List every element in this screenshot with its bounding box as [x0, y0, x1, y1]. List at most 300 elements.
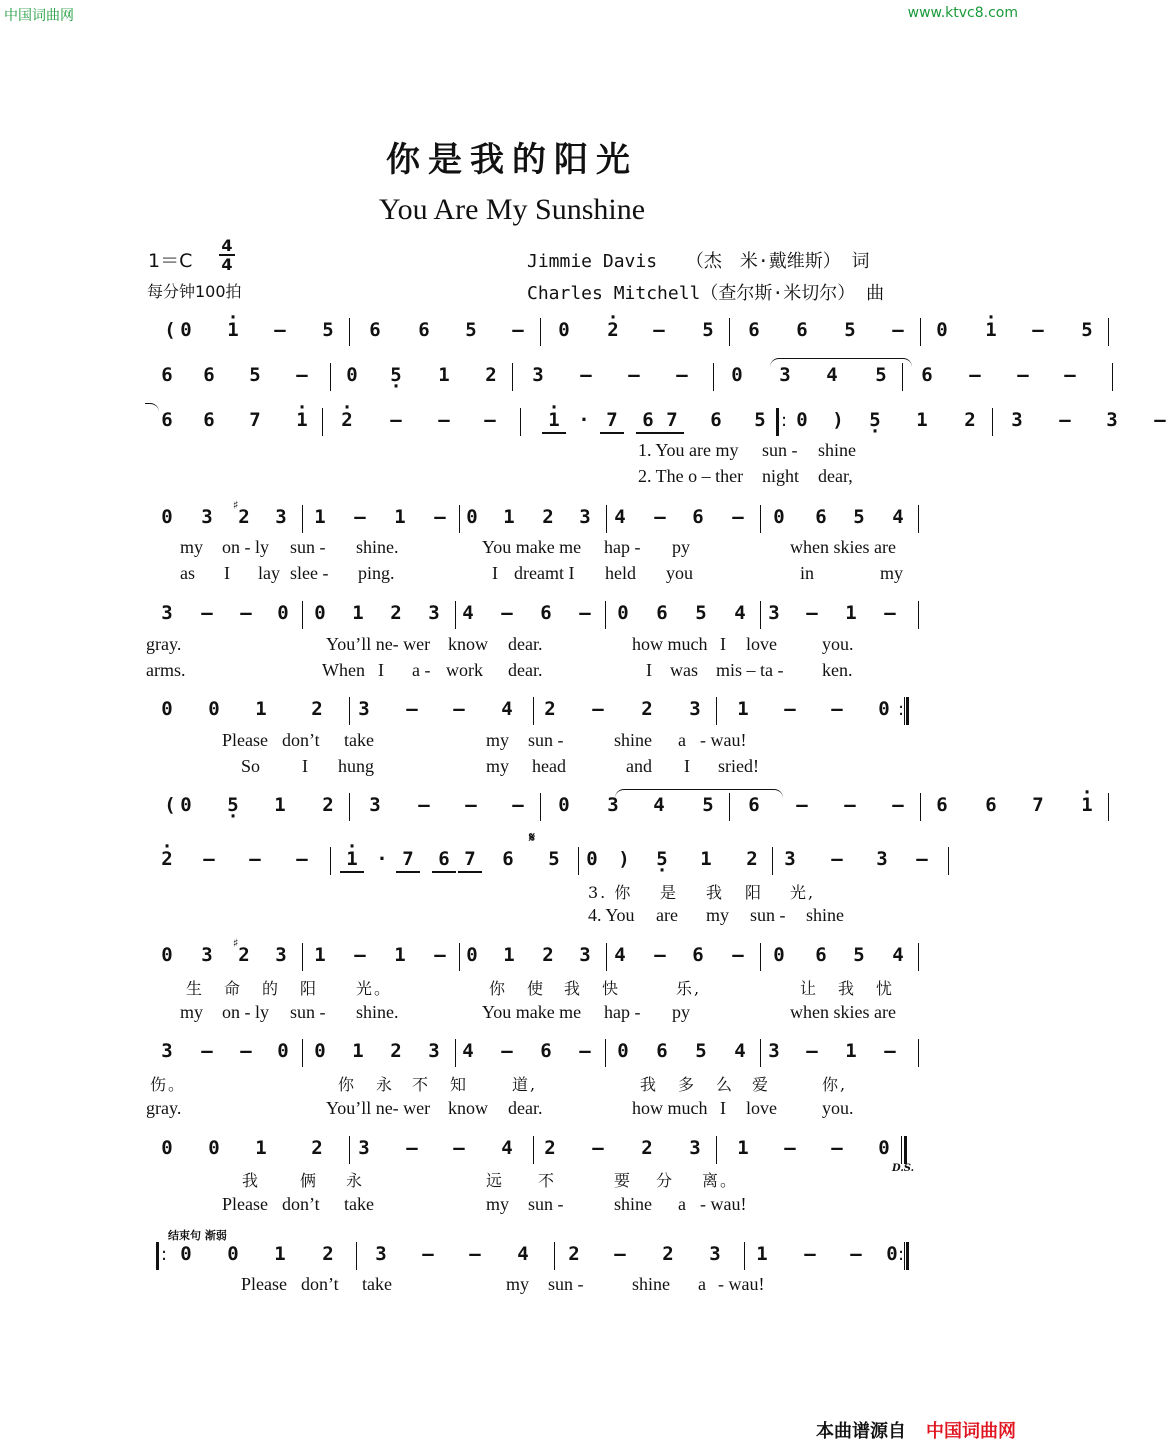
lyric-word: my	[486, 756, 510, 776]
note: 1	[503, 944, 515, 966]
note: 1	[845, 1040, 857, 1062]
note: 4	[501, 698, 513, 720]
lyric-word: 不	[412, 1075, 431, 1094]
lyric-word: Please	[222, 1194, 268, 1214]
note: 1	[255, 698, 267, 720]
note: 6	[203, 409, 215, 431]
note: 4	[734, 1040, 746, 1062]
note: 1	[352, 602, 364, 624]
note: 4	[653, 794, 665, 816]
bar-line	[902, 363, 903, 391]
lyric-word: dear.	[508, 1098, 543, 1118]
note: 3	[689, 1137, 701, 1159]
note: 3	[607, 794, 619, 816]
lyric-word: You make me	[482, 1002, 582, 1022]
lyric-word: my	[180, 1002, 204, 1022]
lyric-word: dear,	[818, 466, 853, 486]
composer-credit: Charles Mitchell（查尔斯·米切尔） 曲	[527, 283, 885, 304]
note: 0	[277, 602, 289, 624]
lyric-word: 离。	[702, 1171, 739, 1190]
note: 0	[180, 319, 192, 341]
note: 5	[322, 319, 334, 341]
lyric-word: ken.	[822, 660, 853, 680]
lyric-word: 伤。	[150, 1075, 187, 1094]
note: 6	[636, 408, 660, 434]
note: 4	[614, 944, 626, 966]
lyric-word: shine	[632, 1274, 670, 1294]
bar-line	[533, 697, 534, 725]
dash: –	[654, 944, 666, 966]
lyric-word: gray.	[146, 634, 182, 654]
time-sig-denominator: 4	[221, 255, 233, 274]
note: 3	[201, 944, 213, 966]
dash: –	[831, 848, 843, 870]
lyric-word: shine	[806, 905, 844, 925]
lyric-word: Please	[222, 730, 268, 750]
score-row	[150, 847, 928, 877]
note: 6	[502, 848, 514, 870]
note: 0	[878, 698, 890, 720]
lyric-word: shine	[614, 730, 652, 750]
note: 4	[462, 602, 474, 624]
note: 0	[314, 602, 326, 624]
bar-line	[918, 601, 919, 629]
bar-line	[540, 318, 541, 346]
note: 5	[465, 319, 477, 341]
dash: –	[916, 848, 928, 870]
lyric-word: ping.	[358, 563, 395, 583]
score-row	[150, 505, 910, 535]
note: 5	[702, 794, 714, 816]
lyric-word: my	[506, 1274, 530, 1294]
bar-line	[512, 363, 513, 391]
ending-label: 结束句 渐弱	[168, 1229, 227, 1242]
dash: –	[453, 698, 465, 720]
dash: –	[844, 794, 856, 816]
lyric-word: 3. 你	[588, 883, 633, 902]
lyric-word: lay	[258, 563, 280, 583]
lyric-word: 2. The o – ther	[638, 466, 744, 486]
lyric-word: I	[646, 660, 652, 680]
lyric-word: my	[706, 905, 730, 925]
lyric-word: held	[605, 563, 636, 583]
note: 0	[277, 1040, 289, 1062]
dash: –	[1032, 319, 1044, 341]
note: 5	[249, 364, 261, 386]
dash: –	[592, 1137, 604, 1159]
bar-line	[1112, 363, 1113, 391]
lyric-word: how much	[632, 634, 708, 654]
dash: –	[406, 698, 418, 720]
note: · 1	[1075, 793, 1099, 817]
lyric-line	[0, 1098, 1024, 1122]
lyric-word: 1. You are my	[638, 440, 739, 460]
lyric-word: 使	[527, 979, 546, 998]
lyric-word: 的	[262, 979, 281, 998]
tie-slur-continued	[145, 403, 159, 412]
lyric-word: and	[626, 756, 652, 776]
parenthesis: (	[164, 319, 176, 341]
note: 3	[779, 364, 791, 386]
lyric-word: 我	[640, 1075, 659, 1094]
dash: –	[892, 319, 904, 341]
score-row	[150, 363, 1076, 393]
lyric-word: take	[344, 1194, 374, 1214]
note: 6	[692, 506, 704, 528]
dash: –	[1154, 409, 1166, 431]
note: 6	[161, 364, 173, 386]
lyric-word: 快	[602, 979, 621, 998]
note: 3	[579, 506, 591, 528]
note: ♯ 2	[232, 943, 256, 967]
lyric-word: 忧	[876, 979, 895, 998]
lyric-word: You make me	[482, 537, 582, 557]
dash: –	[831, 1137, 843, 1159]
note: 2	[568, 1243, 580, 1265]
dash: –	[579, 1040, 591, 1062]
repeat-start	[776, 408, 786, 436]
bar-line	[918, 1039, 919, 1067]
lyric-word: don’t	[301, 1274, 339, 1294]
note: ·	[376, 848, 388, 870]
bar-line	[713, 363, 714, 391]
dash: –	[628, 364, 640, 386]
note: 3	[768, 1040, 780, 1062]
bar-line	[920, 318, 921, 346]
bar-line	[554, 1242, 555, 1270]
lyricist-credit: Jimmie Davis （杰 米·戴维斯） 词	[527, 251, 870, 272]
dash: –	[422, 1243, 434, 1265]
note: 0	[208, 698, 220, 720]
bar-line	[330, 847, 331, 875]
lyric-word: 我	[838, 979, 857, 998]
lyric-line	[0, 1168, 1024, 1192]
note: 2	[390, 602, 402, 624]
key-signature: 1＝C	[148, 250, 193, 272]
note: 2	[746, 848, 758, 870]
lyric-word: So	[241, 756, 261, 776]
lyric-word: mis – ta -	[716, 660, 784, 680]
bar-line	[349, 697, 350, 725]
dash: –	[201, 1040, 213, 1062]
note: 0	[558, 319, 570, 341]
dash: –	[512, 794, 524, 816]
note: 3	[369, 794, 381, 816]
note: 5	[702, 319, 714, 341]
lyric-word: are	[656, 905, 678, 925]
lyric-word: I	[720, 634, 726, 654]
note: 6	[656, 1040, 668, 1062]
note: 5 ·	[863, 408, 887, 432]
lyric-word: 道,	[512, 1075, 538, 1094]
note: 1	[394, 506, 406, 528]
bar-line	[760, 601, 761, 629]
note: 5 ·	[221, 793, 245, 817]
lyric-word: my	[880, 563, 904, 583]
note: 0	[796, 409, 808, 431]
note: 6	[692, 944, 704, 966]
note: 2	[641, 698, 653, 720]
note: 6	[418, 319, 430, 341]
note: 1	[916, 409, 928, 431]
bar-line	[729, 318, 730, 346]
bar-line	[349, 318, 350, 346]
bar-line	[716, 1136, 717, 1164]
lyric-word: 分	[656, 1171, 675, 1190]
lyric-word: py	[672, 1002, 690, 1022]
bar-line	[992, 408, 993, 436]
dash: –	[653, 319, 665, 341]
note: 0	[180, 1243, 192, 1265]
lyric-word: 你	[489, 979, 508, 998]
note: 1	[438, 364, 450, 386]
note: 6	[656, 602, 668, 624]
lyric-word: as	[180, 563, 195, 583]
bar-line	[760, 943, 761, 971]
lyric-word: You’ll ne- wer	[326, 634, 431, 654]
note: 6	[748, 794, 760, 816]
note: 2	[322, 794, 334, 816]
lyric-word: I	[302, 756, 308, 776]
bar-line	[605, 1039, 606, 1067]
dash: –	[592, 698, 604, 720]
lyric-word: sried!	[718, 756, 759, 776]
bar-line	[349, 1136, 350, 1164]
score-row	[150, 697, 910, 727]
time-sig-numerator: 4	[221, 236, 233, 255]
dash: –	[884, 1040, 896, 1062]
bar-line	[760, 1039, 761, 1067]
note: 2	[485, 364, 497, 386]
lyric-word: 远	[486, 1171, 505, 1190]
dash: –	[296, 848, 308, 870]
dash: –	[654, 506, 666, 528]
note: 3	[375, 1243, 387, 1265]
lyric-word: dear.	[508, 634, 543, 654]
lyric-word: py	[672, 537, 690, 557]
lyric-word: know	[448, 1098, 488, 1118]
note: 0	[161, 1137, 173, 1159]
bar-line	[606, 505, 607, 533]
note: 0	[773, 506, 785, 528]
dash: –	[501, 602, 513, 624]
lyric-word: 4. You	[588, 905, 635, 925]
note: 5 ·	[650, 847, 674, 871]
note: ·	[578, 409, 590, 431]
note: 0	[161, 506, 173, 528]
note: 1	[314, 506, 326, 528]
footer-site-link[interactable]: 中国词曲网	[926, 1421, 1016, 1442]
bar-line	[578, 847, 579, 875]
note: 6	[748, 319, 760, 341]
lyric-word: don’t	[282, 1194, 320, 1214]
note: 0	[886, 1243, 898, 1265]
lyric-word: 么	[716, 1075, 735, 1094]
dash: –	[354, 506, 366, 528]
note: 3	[768, 602, 780, 624]
score-row	[150, 1242, 910, 1272]
note: 1	[503, 506, 515, 528]
note: · 2	[335, 408, 359, 432]
lyric-line	[0, 563, 1024, 587]
lyric-word: 俩	[300, 1171, 319, 1190]
note: 7	[660, 408, 684, 434]
score-row	[150, 318, 1093, 348]
score-row	[150, 408, 1166, 438]
bar-line	[330, 363, 331, 391]
lyric-word: 多	[678, 1075, 697, 1094]
bar-line	[918, 505, 919, 533]
note: 3	[161, 602, 173, 624]
score-row	[150, 1039, 910, 1069]
bar-line	[918, 943, 919, 971]
lyric-line	[0, 730, 1024, 754]
note: 3	[161, 1040, 173, 1062]
note: 3	[358, 1137, 370, 1159]
lyric-word: 我	[242, 1171, 261, 1190]
lyric-word: when skies are	[790, 1002, 896, 1022]
lyric-word: know	[448, 634, 488, 654]
note: 0	[617, 1040, 629, 1062]
lyric-word: - wau!	[700, 730, 747, 750]
lyric-word: 知	[450, 1075, 469, 1094]
dash: –	[512, 319, 524, 341]
note: 2	[390, 1040, 402, 1062]
lyric-word: shine.	[356, 1002, 399, 1022]
lyric-word: You’ll ne- wer	[326, 1098, 431, 1118]
lyric-word: 生	[186, 979, 205, 998]
note: 2	[662, 1243, 674, 1265]
note: 2	[311, 1137, 323, 1159]
lyric-word: my	[180, 537, 204, 557]
note: ♯ 2	[232, 505, 256, 529]
note: 6	[985, 794, 997, 816]
lyric-word: a -	[412, 660, 431, 680]
dash: –	[438, 409, 450, 431]
lyric-word: dreamt I	[514, 563, 575, 583]
note: 3	[1011, 409, 1023, 431]
segno-sign: 𝄋	[529, 830, 536, 846]
dash: –	[249, 848, 261, 870]
dash: –	[804, 1243, 816, 1265]
dash: –	[1059, 409, 1071, 431]
lyric-word: 命	[224, 979, 243, 998]
note: 0	[878, 1137, 890, 1159]
note: · 1	[979, 318, 1003, 342]
dash: –	[240, 602, 252, 624]
bar-line	[1108, 793, 1109, 821]
lyric-word: sun -	[528, 730, 564, 750]
dash: –	[796, 794, 808, 816]
song-title-chinese: 你是我的阳光	[386, 140, 638, 180]
note: 1	[737, 698, 749, 720]
note: 2	[964, 409, 976, 431]
site-url-right[interactable]: www.ktvc8.com	[907, 5, 1018, 21]
note: 1	[274, 794, 286, 816]
dash: –	[1064, 364, 1076, 386]
dash: –	[614, 1243, 626, 1265]
note: 4	[614, 506, 626, 528]
note: 1	[394, 944, 406, 966]
lyric-word: hung	[338, 756, 374, 776]
dash: –	[884, 602, 896, 624]
lyric-word: my	[486, 1194, 510, 1214]
dash: –	[784, 1137, 796, 1159]
lyric-word: slee -	[290, 563, 329, 583]
note: 2	[641, 1137, 653, 1159]
note: 6	[815, 506, 827, 528]
note: 0	[227, 1243, 239, 1265]
note: 4	[892, 506, 904, 528]
note: 1	[700, 848, 712, 870]
lyric-word: Please	[241, 1274, 287, 1294]
dash: –	[465, 794, 477, 816]
note: 5	[875, 364, 887, 386]
lyric-word: 你,	[822, 1075, 848, 1094]
lyric-word: take	[362, 1274, 392, 1294]
note: 3	[709, 1243, 721, 1265]
lyric-word: love	[746, 634, 777, 654]
lyric-word: a	[678, 1194, 686, 1214]
bar-line	[540, 793, 541, 821]
lyric-word: in	[800, 563, 815, 583]
note: · 1	[290, 408, 314, 432]
site-name-left[interactable]: 中国词曲网	[4, 8, 74, 24]
repeat-end	[898, 697, 910, 725]
lyric-line	[0, 905, 1024, 929]
note: 2	[542, 506, 554, 528]
note: 0	[731, 364, 743, 386]
lyric-word: you	[666, 563, 693, 583]
double-bar-line	[901, 1136, 907, 1164]
lyric-word: sun -	[290, 1002, 326, 1022]
dash: –	[732, 944, 744, 966]
dash: –	[406, 1137, 418, 1159]
lyric-word: I	[684, 756, 690, 776]
lyric-line	[0, 660, 1024, 684]
dash: –	[296, 364, 308, 386]
note: 6	[815, 944, 827, 966]
note: 4	[826, 364, 838, 386]
lyric-word: When	[322, 660, 365, 680]
note: 3	[579, 944, 591, 966]
parenthesis: )	[618, 848, 630, 870]
lyric-word: take	[344, 730, 374, 750]
note: 0	[346, 364, 358, 386]
dash: –	[1017, 364, 1029, 386]
note: 5	[853, 944, 865, 966]
bar-line	[716, 697, 717, 725]
note: · 1	[221, 318, 245, 342]
note: 6	[710, 409, 722, 431]
note: 5	[695, 602, 707, 624]
lyric-line	[0, 1072, 1024, 1096]
note: 0	[466, 944, 478, 966]
lyric-word: I	[224, 563, 230, 583]
note: 5	[695, 1040, 707, 1062]
note: 7	[396, 847, 420, 873]
lyric-word: sun -	[528, 1194, 564, 1214]
lyric-word: 你	[338, 1075, 357, 1094]
bar-line	[302, 505, 303, 533]
note: 6	[203, 364, 215, 386]
dash: –	[676, 364, 688, 386]
dash: –	[969, 364, 981, 386]
note: 0	[586, 848, 598, 870]
bar-line	[920, 793, 921, 821]
lyric-word: 永	[346, 1171, 365, 1190]
note: 3	[532, 364, 544, 386]
